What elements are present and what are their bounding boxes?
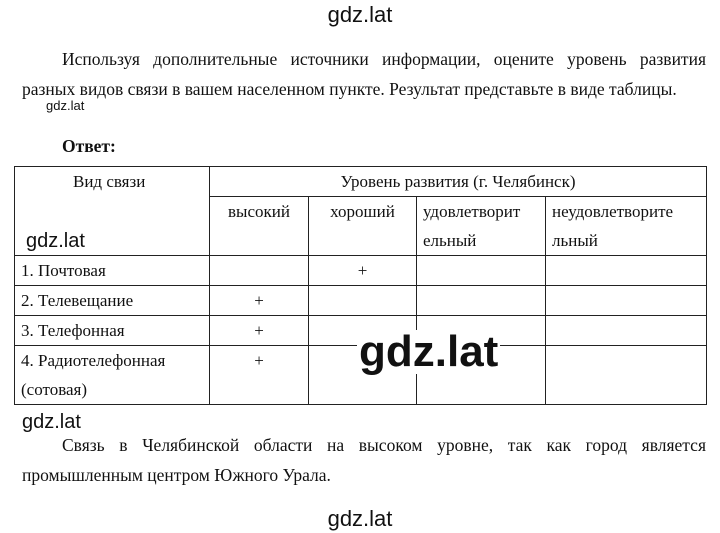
table-row xyxy=(15,256,707,286)
table-row xyxy=(15,286,707,316)
row-name: 2. Телевещание xyxy=(15,286,210,316)
mark-cell xyxy=(417,256,546,286)
header-level: Уровень развития (г. Челябинск) xyxy=(210,167,707,197)
level-good: хороший xyxy=(309,197,417,256)
mark-cell xyxy=(546,316,707,346)
mark-cell xyxy=(546,286,707,316)
table-header-row xyxy=(15,167,707,197)
answer-label: Ответ: xyxy=(62,136,116,156)
watermark-center: gdz.lat xyxy=(359,327,499,376)
row-name: 4. Радиотелефонная (сотовая) xyxy=(15,346,210,405)
row-name: 1. Почтовая xyxy=(15,256,210,286)
watermark-bottom: gdz.lat xyxy=(327,506,393,531)
mark-cell xyxy=(546,256,707,286)
mark-cell xyxy=(417,286,546,316)
watermark-small: gdz.lat xyxy=(46,98,85,113)
watermark-left-lower: gdz.lat xyxy=(22,411,81,433)
mark-cell xyxy=(546,346,707,405)
header-type: Вид связи xyxy=(15,167,210,256)
row-name: 3. Телефонная xyxy=(15,316,210,346)
mark-cell xyxy=(309,286,417,316)
watermark-left: gdz.lat xyxy=(26,230,85,252)
level-high: высокий xyxy=(210,197,309,256)
mark-cell: + xyxy=(210,316,309,346)
task-text: Используя дополнительные источники информации, оцените уровень развития разных видов связи в вашем населенном пункте. Результат представьте в виде таблицы. xyxy=(22,49,706,99)
mark-cell: + xyxy=(210,346,309,405)
level-unsatisfactory: неудовлетворите льный xyxy=(546,197,707,256)
mark-cell: + xyxy=(210,286,309,316)
conclusion-text: Связь в Челябинской области на высоком уровне, так как город является промышленным центром Южного Урала. xyxy=(22,435,706,485)
mark-cell xyxy=(210,256,309,286)
watermark-top: gdz.lat xyxy=(327,2,393,27)
mark-cell: + xyxy=(309,256,417,286)
level-satisfactory: удовлетворит ельный xyxy=(417,197,546,256)
